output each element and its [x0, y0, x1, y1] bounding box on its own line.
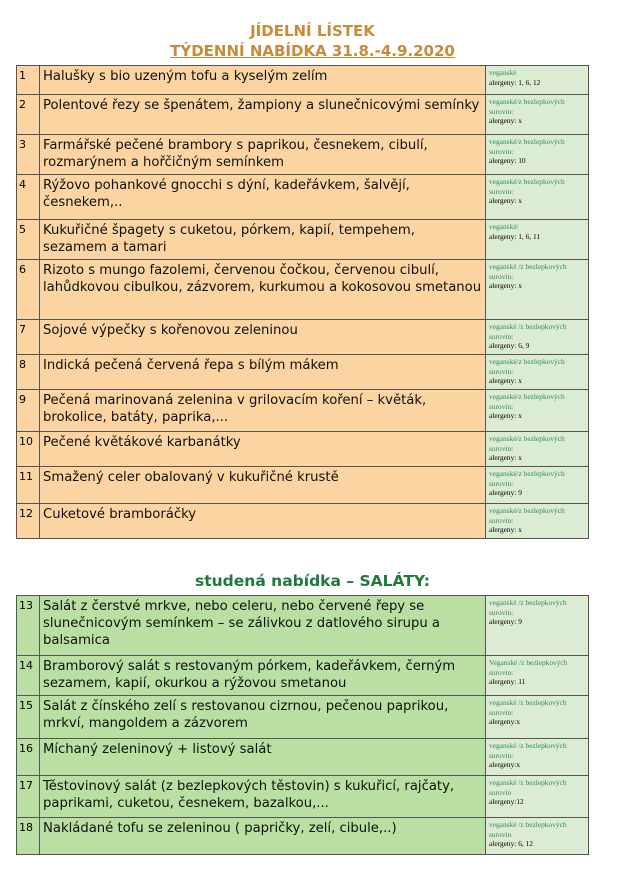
item-number: 3 — [17, 135, 40, 175]
dish-info — [486, 355, 589, 390]
dish-name: Smažený celer obalovaný v kukuřičné krustě — [40, 467, 486, 504]
item-number: 15 — [17, 696, 40, 739]
menu-row — [17, 696, 589, 739]
allergens-label: alergeny: 10 — [489, 156, 526, 165]
allergens-label: alergeny:x — [489, 717, 521, 726]
salads-section-title: studená nabídka – SALÁTY: — [195, 572, 430, 590]
dish-name: Rizoto s mungo fazolemi, červenou čočkou, červenou cibulí, lahůdkovou cibulkou, zázvorem, kurkumou a kokosovou smetanou — [40, 260, 486, 320]
menu-row — [17, 355, 589, 390]
menu-row — [17, 95, 589, 135]
diet-label: Veganské /z bezlepkových surovin: — [489, 658, 568, 677]
item-number: 5 — [17, 220, 40, 260]
allergens-label: alergeny: 11 — [489, 677, 526, 686]
item-number: 8 — [17, 355, 40, 390]
allergens-label: alergeny: 9 — [489, 617, 522, 626]
dish-info — [486, 260, 589, 320]
weekly-offer-subtitle: TÝDENNÍ NABÍDKA 31.8.-4.9.2020 — [170, 42, 455, 60]
dish-info — [486, 95, 589, 135]
item-number: 10 — [17, 432, 40, 467]
dish-name: Salát z čerstvé mrkve, nebo celeru, nebo červené řepy se slunečnicovým semínkem – se zálivkou z datlového sirupu a balsamica — [40, 596, 486, 656]
dish-info — [486, 696, 589, 739]
menu-row — [17, 739, 589, 776]
allergens-label: alergeny: 1, 6, 12 — [489, 77, 541, 87]
dish-name: Těstovinový salát (z bezlepkových těstovin) s kukuřicí, rajčaty, paprikami, cuketou, česnekem, bazalkou,... — [40, 776, 486, 818]
dish-name: Nakládané tofu se zeleninou ( papričky, zelí, cibule,..) — [40, 818, 486, 855]
allergens-label: alergeny: x — [489, 281, 522, 290]
allergens-label: alergeny: x — [489, 453, 522, 462]
diet-label: veganské /z bezlepkových surovin — [489, 778, 567, 797]
menu-row — [17, 390, 589, 432]
diet-label: veganské/z bezlepkových surovin: — [489, 469, 565, 488]
allergens-label: alergeny: x — [489, 525, 522, 534]
item-number: 17 — [17, 776, 40, 818]
menu-row — [17, 432, 589, 467]
dish-info — [486, 776, 589, 818]
diet-label: veganské/z bezlepkových surovin: — [489, 357, 565, 376]
diet-label: veganské/ — [489, 222, 519, 231]
dish-name: Indická pečená červená řepa s bílým mákem — [40, 355, 486, 390]
dish-name: Kukuřičné špagety s cuketou, pórkem, kapií, tempehem, sezamem a tamari — [40, 220, 486, 260]
dish-name: Pečené květákové karbanátky — [40, 432, 486, 467]
diet-label: veganské /z bezlepkových surovin: — [489, 598, 567, 617]
diet-label: veganské/z bezlepkových surovin: — [489, 434, 565, 453]
allergens-label: alergeny: 6, 9 — [489, 341, 530, 350]
item-number: 13 — [17, 596, 40, 656]
warm-menu-table — [16, 65, 589, 539]
item-number: 18 — [17, 818, 40, 855]
item-number: 16 — [17, 739, 40, 776]
item-number: 12 — [17, 504, 40, 539]
allergens-label: alergeny:12 — [489, 797, 524, 806]
diet-label: veganské/z bezlepkových surovin: — [489, 392, 565, 411]
menu-row — [17, 776, 589, 818]
menu-row — [17, 66, 589, 95]
item-number: 7 — [17, 320, 40, 355]
item-number: 6 — [17, 260, 40, 320]
diet-label: veganské — [489, 68, 517, 77]
diet-label: veganské /z bezlepkových surovin — [489, 820, 567, 839]
menu-row — [17, 175, 589, 220]
dish-name: Míchaný zeleninový + listový salát — [40, 739, 486, 776]
diet-label: veganské/z bezlepkových surovin: — [489, 97, 565, 116]
diet-label: veganské/z bezlepkových surovin: — [489, 506, 565, 525]
item-number: 11 — [17, 467, 40, 504]
dish-name: Halušky s bio uzeným tofu a kyselým zelím — [40, 66, 486, 95]
dish-info — [486, 596, 589, 656]
dish-name: Sojové výpečky s kořenovou zeleninou — [40, 320, 486, 355]
salads-table — [16, 595, 589, 855]
dish-info — [486, 818, 589, 855]
dish-info — [486, 220, 589, 260]
item-number: 1 — [17, 66, 40, 95]
dish-info — [486, 467, 589, 504]
menu-row — [17, 596, 589, 656]
dish-name: Pečená marinovaná zelenina v grilovacím koření – květák, brokolice, batáty, paprika,... — [40, 390, 486, 432]
allergens-label: alergeny: 9 — [489, 488, 522, 497]
menu-row — [17, 135, 589, 175]
dish-info — [486, 656, 589, 696]
menu-row — [17, 818, 589, 855]
dish-info — [486, 135, 589, 175]
dish-info — [486, 504, 589, 539]
diet-label: veganské /z bezlepkových surovin: — [489, 322, 567, 341]
item-number: 2 — [17, 95, 40, 135]
menu-row — [17, 320, 589, 355]
dish-info — [486, 390, 589, 432]
diet-label: veganské /z bezlepkových surovin: — [489, 698, 567, 717]
allergens-label: alergeny: x — [489, 411, 522, 420]
diet-label: veganské/z bezlepkových surovin: — [489, 137, 565, 156]
menu-row — [17, 260, 589, 320]
diet-label: veganské /z bezlepkových surovin: — [489, 262, 567, 281]
menu-row — [17, 220, 589, 260]
dish-name: Polentové řezy se špenátem, žampiony a slunečnicovými semínky — [40, 95, 486, 135]
dish-info — [486, 739, 589, 776]
dish-info — [486, 66, 589, 95]
allergens-label: alergeny: 1, 6, 11 — [489, 231, 541, 241]
menu-row — [17, 504, 589, 539]
dish-info — [486, 320, 589, 355]
dish-info — [486, 432, 589, 467]
menu-row — [17, 467, 589, 504]
allergens-label: alergeny: 6, 12 — [489, 839, 533, 848]
dish-name: Cuketové bramboráčky — [40, 504, 486, 539]
item-number: 9 — [17, 390, 40, 432]
menu-title: JÍDELNÍ LÍSTEK — [250, 22, 375, 40]
menu-row — [17, 656, 589, 696]
allergens-label: alergeny:x — [489, 760, 521, 769]
diet-label: veganské/z bezlepkových surovin: — [489, 177, 565, 196]
item-number: 4 — [17, 175, 40, 220]
dish-info — [486, 175, 589, 220]
allergens-label: alergeny: x — [489, 116, 522, 125]
dish-name: Bramborový salát s restovaným pórkem, kadeřávkem, černým sezamem, kapií, okurkou a rýžovou smetanou — [40, 656, 486, 696]
dish-name: Farmářské pečené brambory s paprikou, česnekem, cibulí, rozmarýnem a hořčičným semínkem — [40, 135, 486, 175]
dish-name: Rýžovo pohankové gnocchi s dýní, kadeřávkem, šalvějí, česnekem,.. — [40, 175, 486, 220]
diet-label: veganské /z bezlepkových surovin: — [489, 741, 567, 760]
allergens-label: alergeny: x — [489, 196, 522, 205]
dish-name: Salát z čínského zelí s restovanou cizrnou, pečenou paprikou, mrkví, mangoldem a zázvorem — [40, 696, 486, 739]
allergens-label: alergeny: x — [489, 376, 522, 385]
item-number: 14 — [17, 656, 40, 696]
